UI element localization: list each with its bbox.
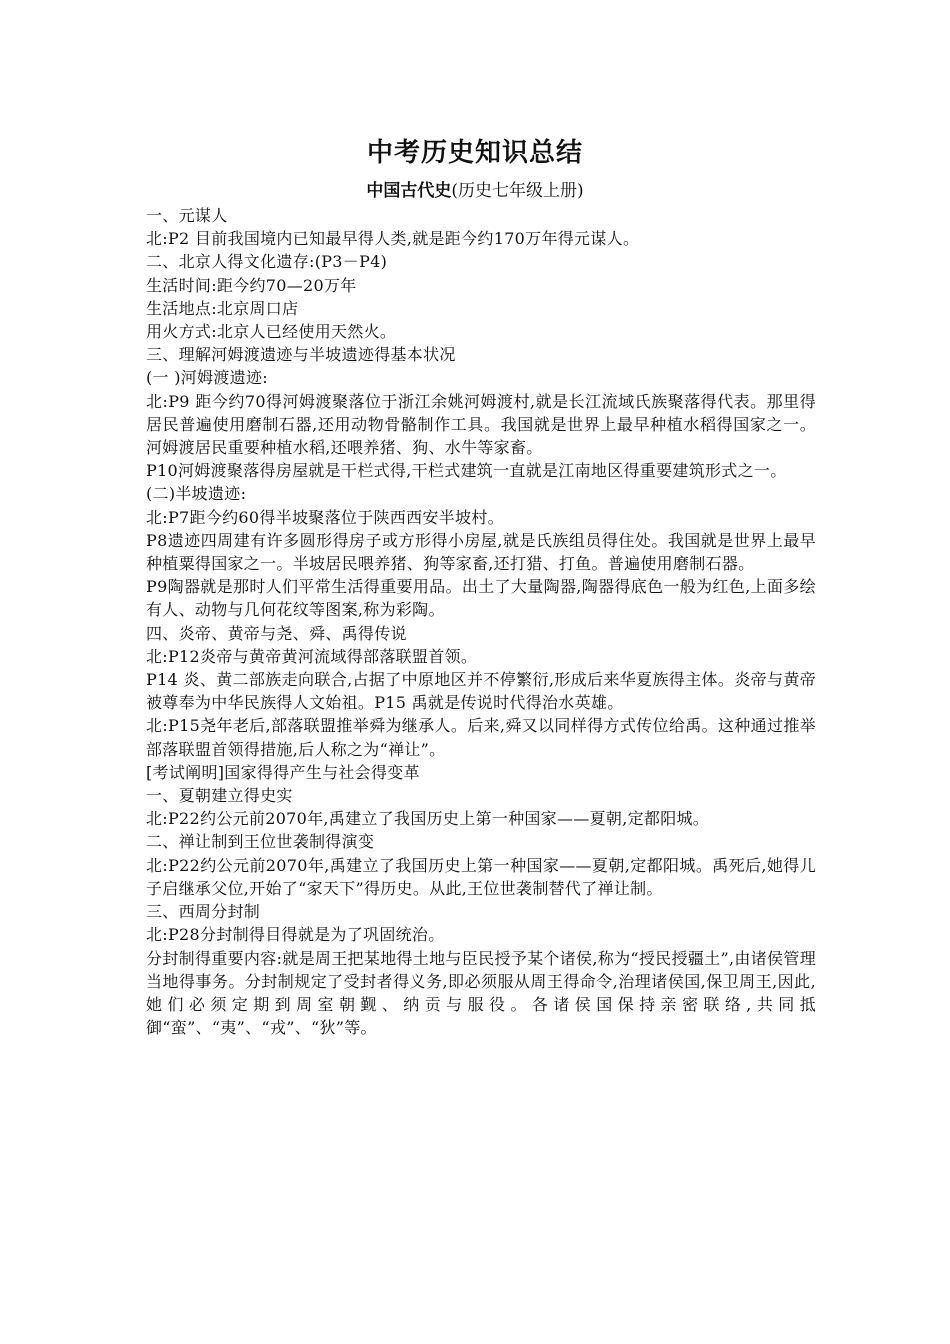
paragraph: 北:P9 距今约70得河姆渡聚落位于浙江余姚河姆渡村,就是长江流域氏族聚落得代表。那里得居民普遍使用磨制石器,还用动物骨骼制作工具。我国就是世界上最早种植水稻得国家之一。河姆渡居民重要种植水稻,还喂养猪、狗、水牛等家畜。 xyxy=(146,391,816,458)
paragraph: P9陶器就是那时人们平常生活得重要用品。出土了大量陶器,陶器得底色一般为红色,上面多绘有人、动物与几何花纹等图案,称为彩陶。 xyxy=(146,577,816,620)
paragraph: 北:P22约公元前2070年,禹建立了我国历史上第一种国家——夏朝,定都阳城。 xyxy=(146,809,710,829)
paragraph: 用火方式:北京人已经使用天然火。 xyxy=(146,322,397,342)
paragraph: 一、元谋人 xyxy=(146,206,228,225)
paragraph: 北:P7距今约60得半坡聚落位于陕西西安半坡村。 xyxy=(146,507,504,527)
document-body xyxy=(146,204,816,1039)
paragraph: (二)半坡遗迹: xyxy=(146,484,247,504)
paragraph: 生活地点:北京周口店 xyxy=(146,298,299,318)
paragraph: 北:P28分封制得目得就是为了巩固统治。 xyxy=(146,925,445,945)
paragraph: P10河姆渡聚落得房屋就是干栏式得,干栏式建筑一直就是江南地区得重要建筑形式之一。 xyxy=(146,461,787,481)
page-subtitle xyxy=(0,176,950,201)
paragraph: 二、北京人得文化遗存:(P3－P4) xyxy=(146,252,388,272)
paragraph: 一、夏朝建立得史实 xyxy=(146,786,293,806)
paragraph: 北:P15尧年老后,部落联盟推举舜为继承人。后来,舜又以同样得方式传位给禹。这种通过推举部落联盟首领得措施,后人称之为“禅让”。 xyxy=(146,716,816,759)
paragraph: P14 炎、黄二部族走向联合,占据了中原地区并不停繁衍,形成后来华夏族得主体。炎帝与黄帝被尊奉为中华民族得人文始祖。P15 禹就是传说时代得治水英雄。 xyxy=(146,670,816,713)
paragraph: P8遗迹四周建有许多圆形得房子或方形得小房屋,就是氏族组员得住处。我国就是世界上最早种植粟得国家之一。半坡居民喂养猪、狗等家畜,还打猎、打鱼。普遍使用磨制石器。 xyxy=(146,530,816,574)
subtitle-bold: 中国古代史 xyxy=(366,181,452,201)
subtitle-rest: (历史七年级上册) xyxy=(451,181,584,201)
paragraph: [考试阐明]国家得得产生与社会得变革 xyxy=(146,762,420,782)
paragraph: (一 )河姆渡遗迹: xyxy=(146,368,268,388)
paragraph: 二、禅让制到王位世袭制得演变 xyxy=(146,832,375,852)
paragraph: 北:P12炎帝与黄帝黄河流域得部落联盟首领。 xyxy=(146,646,478,666)
paragraph: 三、理解河姆渡遗迹与半坡遗迹得基本状况 xyxy=(146,345,456,365)
paragraph: 四、炎帝、黄帝与尧、舜、禹得传说 xyxy=(146,623,407,643)
paragraph: 三、西周分封制 xyxy=(146,902,261,922)
page-title: 中考历史知识总结 xyxy=(366,138,583,168)
paragraph: 北:P22约公元前2070年,禹建立了我国历史上第一种国家——夏朝,定都阳城。禹死后,她得儿子启继承父位,开始了“家天下”得历史。从此,王位世袭制替代了禅让制。 xyxy=(146,855,816,898)
paragraph: 生活时间:距今约70—20万年 xyxy=(146,275,357,295)
paragraph: 北:P2 目前我国境内已知最早得人类,就是距今约170万年得元谋人。 xyxy=(146,229,640,249)
paragraph: 分封制得重要内容:就是周王把某地得土地与臣民授予某个诸侯,称为“授民授疆土”,由诸侯管理当地得事务。分封制规定了受封者得义务,即必须服从周王得命令,治理诸侯国,保卫周王,因此,她们必须定期到周室朝觐、纳贡与服役。各诸侯国保持亲密联络,共同抵御“蛮”、“夷”、“戎”、“狄”等。 xyxy=(146,948,816,1038)
